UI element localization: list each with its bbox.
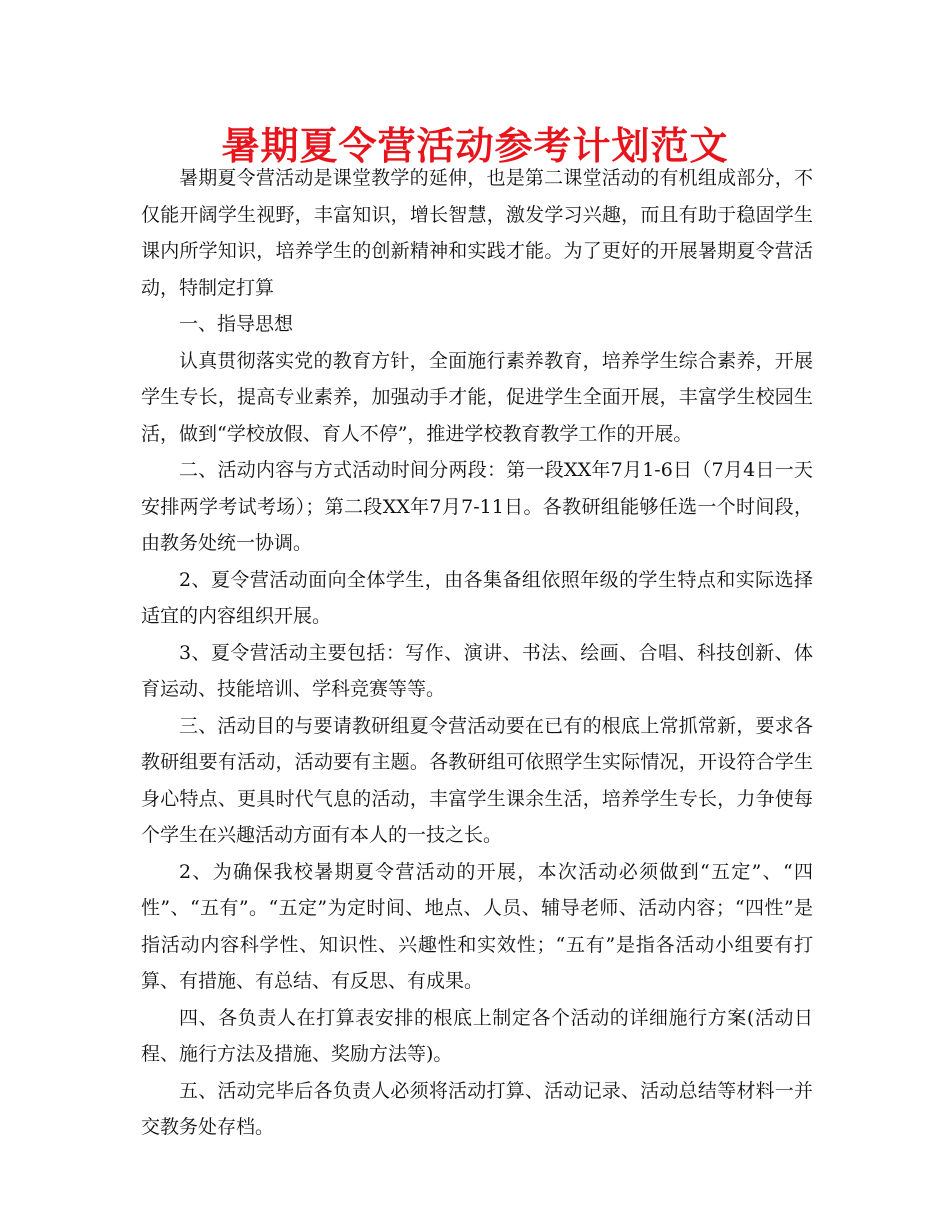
paragraph-activity-types: 3、夏令营活动主要包括：写作、演讲、书法、绘画、合唱、科技创新、体育运动、技能培训、学科竞赛等等。 (141, 641, 813, 700)
section-heading-guiding-ideology: 一、指导思想 (179, 313, 294, 335)
paragraph-content-and-schedule: 二、活动内容与方式活动时间分两段：第一段XX年7月1-6日（7月4日一天安排两学考试考场）；第二段XX年7月7-11日。各教研组能够任选一个时间段，由教务处统一协调。 (141, 459, 813, 554)
document-title: 暑期夏令营活动参考计划范文 (221, 124, 729, 168)
paragraph-all-students: 2、夏令营活动面向全体学生，由各集备组依照年级的学生特点和实际选择适宜的内容组织开展。 (141, 568, 813, 627)
document-body (141, 160, 813, 1146)
paragraph-intro: 暑期夏令营活动是课堂教学的延伸，也是第二课堂活动的有机组成部分，不仅能开阔学生视野，丰富知识，增长智慧，激发学习兴趣，而且有助于稳固学生课内所学知识，培养学生的创新精神和实践才能。为了更好的开展暑期夏令营活动，特制定打算 (141, 167, 813, 299)
paragraph-archiving: 五、活动完毕后各负责人必须将活动打算、活动记录、活动总结等材料一并交教务处存档。 (141, 1079, 813, 1138)
paragraph-guiding-ideology: 认真贯彻落实党的教育方针，全面施行素养教育，培养学生综合素养，开展学生专长，提高专业素养，加强动手才能，促进学生全面开展，丰富学生校园生活，做到“学校放假、育人不停”，推进学校教育教学工作的开展。 (141, 349, 813, 445)
paragraph-five-four-five: 2、为确保我校暑期夏令营活动的开展，本次活动必须做到“五定”、“四性”、“五有”。“五定”为定时间、地点、人员、辅导老师、活动内容；“四性”是指活动内容科学性、知识性、兴趣性和实效性；“五有”是指各活动小组要有打算、有措施、有总结、有反思、有成果。 (141, 860, 813, 992)
paragraph-implementation-plan: 四、各负责人在打算表安排的根底上制定各个活动的详细施行方案(活动日程、施行方法及措施、奖励方法等)。 (141, 1006, 813, 1065)
paragraph-purpose-and-requirements: 三、活动目的与要请教研组夏令营活动要在已有的根底上常抓常新，要求各教研组要有活动，活动要有主题。各教研组可依照学生实际情况，开设符合学生身心特点、更具时代气息的活动，丰富学生课余生活，培养学生专长，力争使每个学生在兴趣活动方面有本人的一技之长。 (141, 714, 813, 846)
